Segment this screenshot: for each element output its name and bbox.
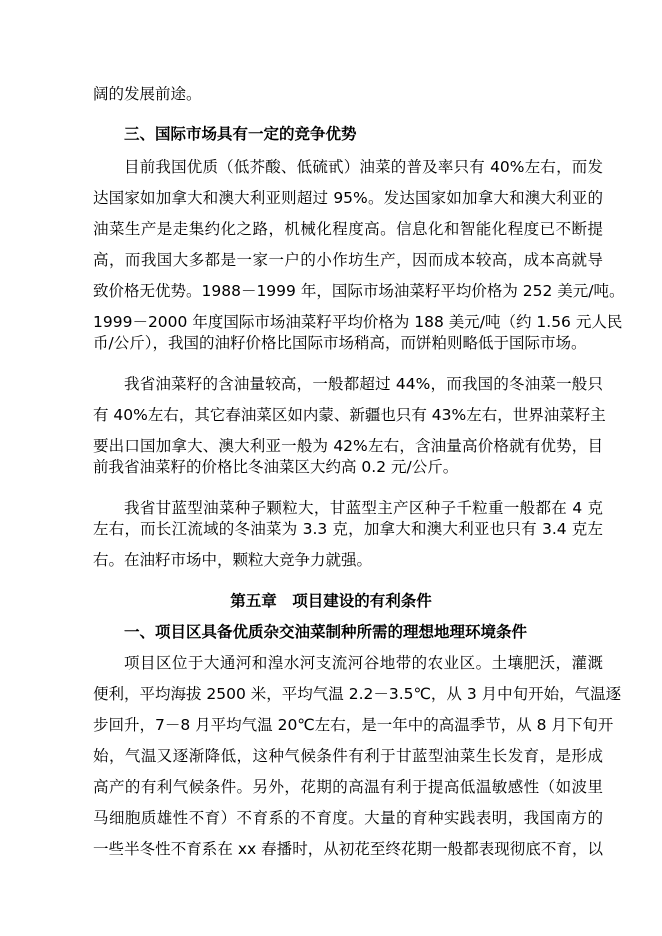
- section-heading: 三、国际市场具有一定的竞争优势: [124, 125, 357, 143]
- paragraph-line: 高，而我国大多都是一家一户的小作坊生产，因而成本较高，成本高就导: [93, 251, 603, 269]
- paragraph-line: 右。在油籽市场中，颗粒大竞争力就强。: [93, 551, 373, 569]
- paragraph-line: 致价格无优势。1988－1999 年，国际市场油菜籽平均价格为 252 美元/吨。: [93, 282, 625, 300]
- paragraph-line: 油菜生产是走集约化之路，机械化程度高。信息化和智能化程度已不断提: [93, 220, 603, 238]
- paragraph-line: 一些半冬性不育系在 xx 春播时，从初花至终花期一般都表现彻底不育，以: [93, 840, 603, 858]
- paragraph-line: 阔的发展前途。: [93, 85, 202, 103]
- paragraph-line: 要出口国加拿大、澳大利亚一般为 42%左右，含油量高价格就有优势，目: [93, 437, 603, 455]
- paragraph-line: 马细胞质雄性不育）不育系的不育度。大量的育种实践表明，我国南方的: [93, 809, 603, 827]
- paragraph-line: 便利，平均海拔 2500 米，平均气温 2.2－3.5℃，从 3 月中旬开始，气温逐: [93, 685, 622, 703]
- paragraph-line: 达国家如加拿大和澳大利亚则超过 95%。发达国家如加拿大和澳大利亚的: [93, 189, 603, 207]
- paragraph-line: 步回升，7－8 月平均气温 20℃左右，是一年中的高温季节，从 8 月下旬开: [93, 716, 614, 734]
- chapter-heading: 第五章 项目建设的有利条件: [230, 592, 432, 610]
- paragraph-line: 1999－2000 年度国际市场油菜籽平均价格为 188 美元/吨（约 1.56 元人民: [93, 313, 623, 331]
- paragraph-line: 币/公斤），我国的油籽价格比国际市场稍高，而饼粕则略低于国际市场。: [93, 334, 587, 352]
- paragraph-line: 前我省油菜籽的价格比冬油菜区大约高 0.2 元/公斤。: [93, 458, 459, 476]
- paragraph-line: 目前我国优质（低芥酸、低硫甙）油菜的普及率只有 40%左右，而发: [124, 158, 603, 176]
- section-heading: 一、项目区具备优质杂交油菜制种所需的理想地理环境条件: [124, 623, 528, 641]
- paragraph-line: 始，气温又逐渐降低，这种气候条件有利于甘蓝型油菜生长发育，是形成: [93, 747, 603, 765]
- paragraph-line: 我省甘蓝型油菜种子颗粒大，甘蓝型主产区种子千粒重一般都在 4 克: [124, 499, 603, 517]
- paragraph-line: 我省油菜籽的含油量较高，一般都超过 44%，而我国的冬油菜一般只: [124, 375, 603, 393]
- paragraph-line: 高产的有利气候条件。另外，花期的高温有利于提高低温敏感性（如波里: [93, 778, 603, 796]
- paragraph-line: 项目区位于大通河和湟水河支流河谷地带的农业区。土壤肥沃，灌溉: [124, 654, 603, 672]
- paragraph-line: 有 40%左右，其它春油菜区如内蒙、新疆也只有 43%左右，世界油菜籽主: [93, 406, 606, 424]
- paragraph-line: 左右，而长江流域的冬油菜为 3.3 克，加拿大和澳大利亚也只有 3.4 克左: [93, 520, 603, 538]
